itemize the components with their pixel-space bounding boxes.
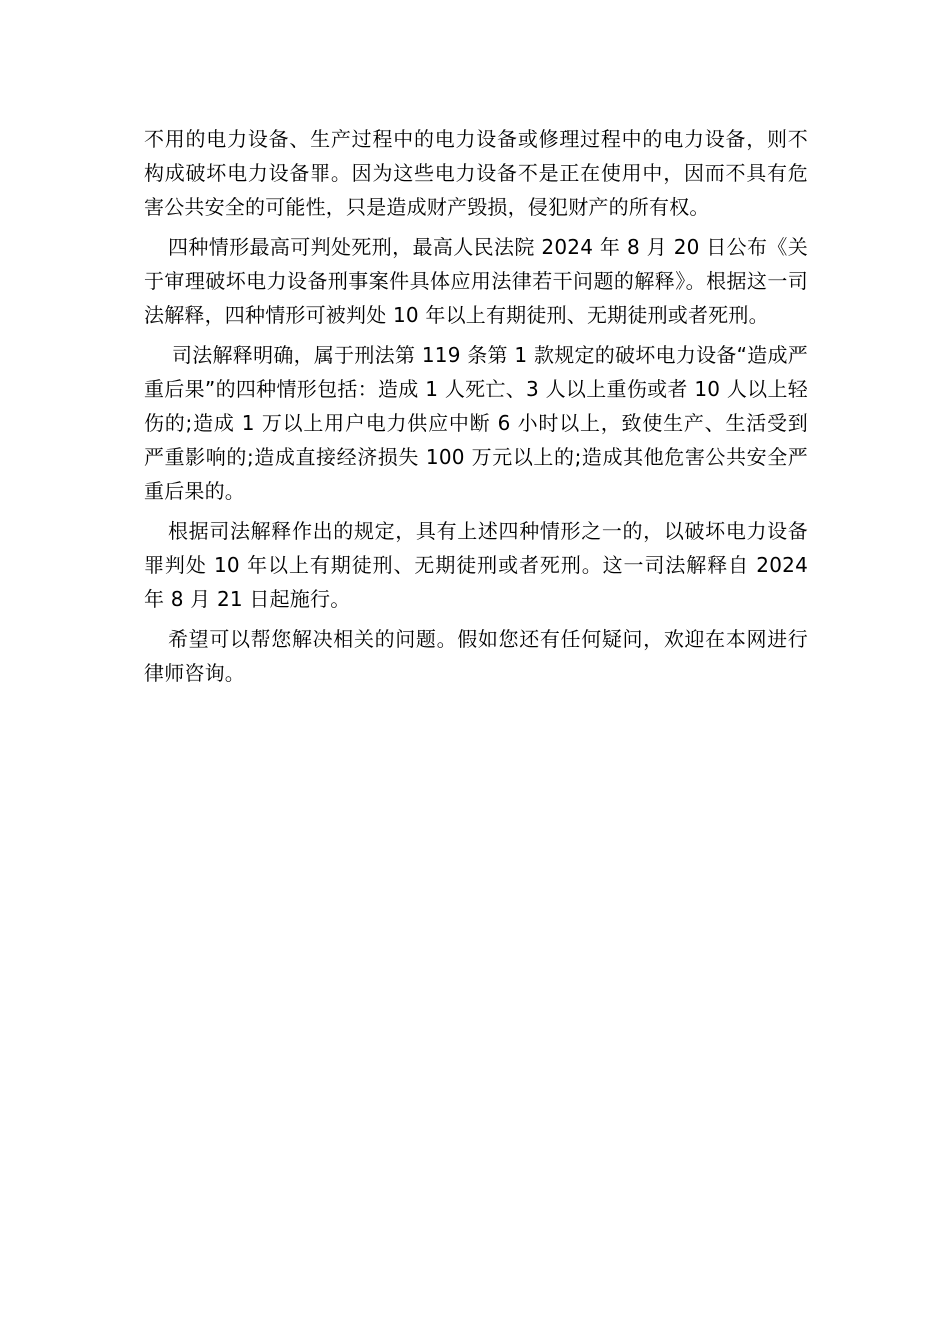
paragraph-four-circumstances: 司法解释明确，属于刑法第 119 条第 1 款规定的破坏电力设备“造成严重后果”的四种情形包括：造成 1 人死亡、3 人以上重伤或者 10 人以上轻伤的;造成 1 万以上用户电力供应中断 6 小时以上，致使生产、生活受到严重影响的;造成直接经济损失 100 万元以上的;造成其他危害公共安全严重后果的。 — [144, 343, 808, 503]
paragraph-death-penalty: 四种情形最高可判处死刑，最高人民法院 2024 年 8 月 20 日公布《关于审理破坏电力设备刑事案件具体应用法律若干问题的解释》。根据这一司法解释，四种情形可被判处 10 年以上有期徒刑、无期徒刑或者死刑。 — [144, 235, 808, 327]
paragraph-intro: 不用的电力设备、生产过程中的电力设备或修理过程中的电力设备，则不构成破坏电力设备罪。因为这些电力设备不是正在使用中，因而不具有危害公共安全的可能性，只是造成财产毁损，侵犯财产的所有权。 — [144, 127, 808, 219]
paragraph-closing: 希望可以帮您解决相关的问题。假如您还有任何疑问，欢迎在本网进行律师咨询。 — [144, 627, 808, 685]
document-body — [144, 122, 808, 696]
paragraph-sentencing: 根据司法解释作出的规定，具有上述四种情形之一的，以破坏电力设备罪判处 10 年以上有期徒刑、无期徒刑或者死刑。这一司法解释自 2024 年 8 月 21 日起施行。 — [144, 519, 808, 611]
